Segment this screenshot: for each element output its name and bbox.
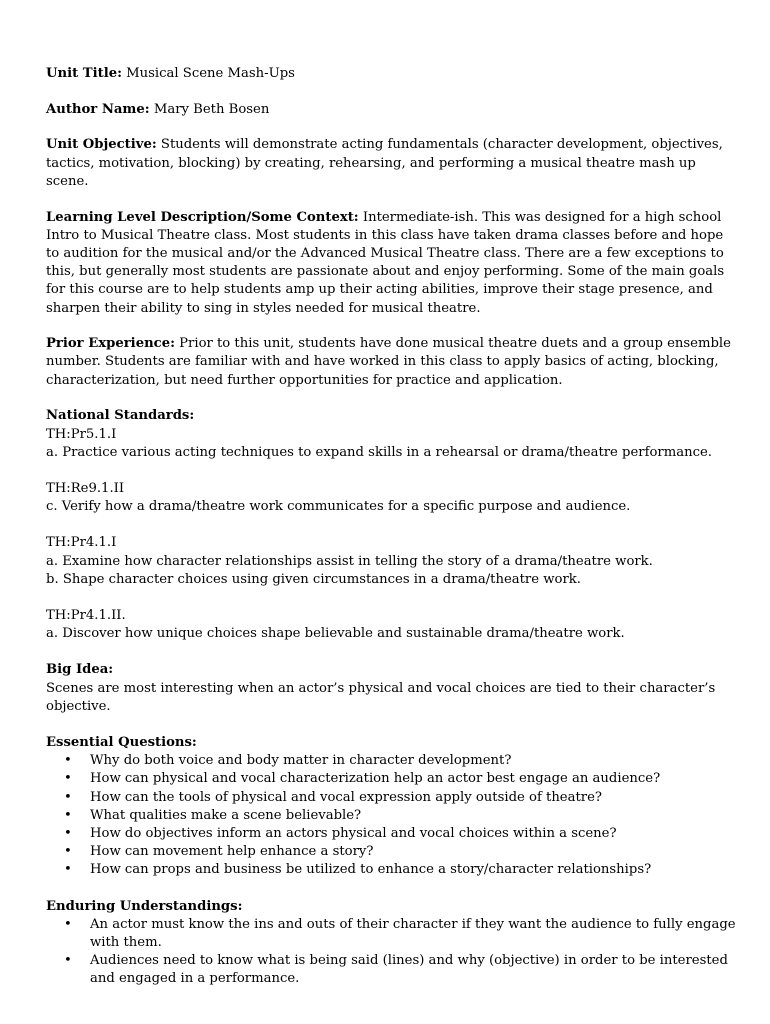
enduring-understandings-section — [46, 898, 740, 989]
unit-title-value: Musical Scene Mash-Ups — [126, 66, 295, 81]
bullet-icon: • — [64, 789, 72, 805]
standard-group — [46, 607, 740, 643]
prior-experience-text: Prior to this unit, students have done musical theatre duets and a group ensemble number. Students are familiar with and have worked in this class to apply basics of acting, blocking, characterization, but need further opportunities for practice and application. — [46, 336, 731, 388]
big-idea-text: Scenes are most interesting when an actor’s physical and vocal choices are tied to their character’s objective. — [46, 680, 716, 714]
author-line — [46, 101, 740, 119]
question-text: What qualities make a scene believable? — [90, 807, 362, 823]
objective-paragraph — [46, 136, 740, 191]
standard-code: TH:Pr4.1.II. — [46, 607, 126, 623]
context-text: Intermediate-ish. This was designed for a high school Intro to Musical Theatre class. Most students in this class have taken drama classes before and hope to audition for the musical and/or the Advanced Musical Theatre class. There are a few exceptions to this, but generally most students are passionate about and enjoy performing. Some of the main goals for this course are to help students amp up their acting abilities, improve their stage presence, and sharpen their ability to sing in styles needed for musical theatre. — [46, 209, 725, 316]
unit-title-line — [46, 65, 740, 83]
context-paragraph — [46, 209, 740, 318]
essential-questions-list — [46, 752, 740, 879]
standard-code: TH:Pr4.1.I — [46, 535, 117, 551]
objective-text: Students will demonstrate acting fundamentals (character development, objectives, tactics, motivation, blocking) by creating, rehearsing, and performing a musical theatre mash up scene. — [46, 137, 723, 189]
context-label: Learning Level Description/Some Context: — [46, 209, 359, 225]
question-text: How can movement help enhance a story? — [90, 844, 374, 860]
bullet-icon: • — [64, 916, 72, 932]
list-item — [46, 789, 740, 807]
author-label: Author Name: — [46, 101, 150, 117]
bullet-icon: • — [64, 826, 72, 841]
understanding-text: An actor must know the ins and outs of their character if they want the audience to fully engage with them. — [90, 916, 736, 951]
question-text: How can physical and vocal characterization help an actor best engage an audience? — [90, 771, 661, 787]
list-item — [46, 825, 740, 843]
standard-code: TH:Pr5.1.I — [46, 426, 117, 442]
standard-item: a. Examine how character relationships assist in telling the story of a drama/theatre work. — [46, 553, 653, 569]
bullet-icon: • — [64, 844, 72, 860]
list-item — [46, 916, 740, 952]
standard-group — [46, 480, 740, 516]
big-idea-section — [46, 661, 740, 716]
author-value: Mary Beth Bosen — [153, 101, 270, 117]
standard-group — [46, 426, 740, 462]
objective-label: Unit Objective: — [46, 137, 157, 153]
understanding-text: Audiences need to know what is being said (lines) and why (objective) in order to be interested and engaged in a performance. — [90, 953, 728, 987]
list-item — [46, 770, 740, 788]
big-idea-heading: Big Idea: — [46, 662, 114, 678]
enduring-understandings-heading: Enduring Understandings: — [46, 898, 243, 914]
national-standards-heading: National Standards: — [46, 408, 195, 424]
standard-code: TH:Re9.1.II — [46, 480, 125, 496]
bullet-icon: • — [64, 771, 72, 787]
prior-experience-paragraph — [46, 335, 740, 390]
standard-group — [46, 534, 740, 589]
standard-item: b. Shape character choices using given circumstances in a drama/theatre work. — [46, 571, 581, 587]
essential-questions-section — [46, 734, 740, 880]
enduring-understandings-list — [46, 916, 740, 989]
standard-item: a. Practice various acting techniques to expand skills in a rehearsal or drama/theatre performance. — [46, 444, 712, 460]
bullet-icon: • — [64, 807, 72, 823]
list-item — [46, 843, 740, 861]
standard-item: a. Discover how unique choices shape believable and sustainable drama/theatre work. — [46, 626, 625, 642]
bullet-icon: • — [64, 953, 72, 969]
bullet-icon: • — [64, 753, 72, 769]
question-text: How do objectives inform an actors physical and vocal choices within a scene? — [90, 826, 617, 841]
bullet-icon: • — [64, 862, 72, 878]
standard-item: c. Verify how a drama/theatre work communicates for a specific purpose and audience. — [46, 499, 631, 515]
national-standards-section — [46, 407, 740, 643]
list-item — [46, 952, 740, 988]
list-item — [46, 861, 740, 879]
question-text: Why do both voice and body matter in character development? — [90, 753, 512, 769]
prior-experience-label: Prior Experience: — [46, 336, 175, 352]
list-item — [46, 807, 740, 825]
list-item — [46, 752, 740, 770]
question-text: How can the tools of physical and vocal expression apply outside of theatre? — [90, 789, 602, 805]
question-text: How can props and business be utilized to enhance a story/character relationships? — [90, 862, 652, 878]
essential-questions-heading: Essential Questions: — [46, 734, 197, 750]
unit-title-label: Unit Title: — [46, 66, 122, 81]
